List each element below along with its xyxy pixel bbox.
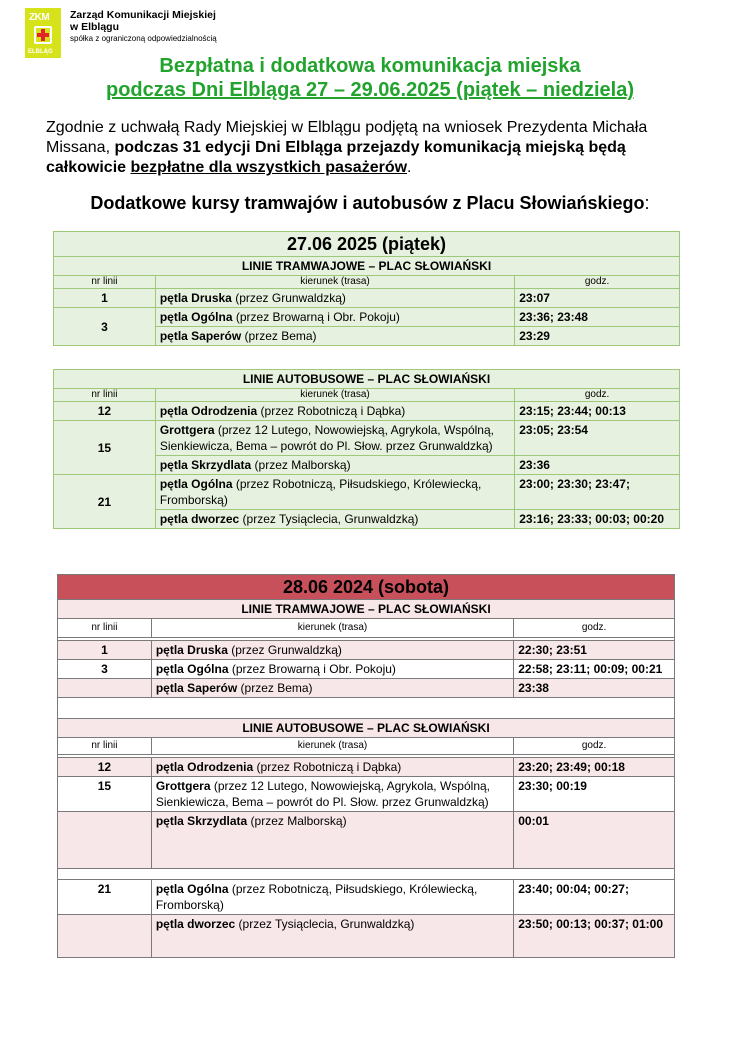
section-heading-text: Dodatkowe kursy tramwajów i autobusów z Placu Słowiańskiego (90, 193, 645, 213)
departure-times: 23:00; 23:30; 23:47; (515, 475, 680, 510)
departure-times: 23:05; 23:54 (515, 421, 680, 456)
destination: Grottgera (155, 779, 211, 793)
section-heading (0, 193, 740, 214)
line-number: 1 (54, 289, 156, 308)
route: (przez Robotniczą, Piłsudskiego, Królewiecką, Fromborską) (155, 882, 478, 912)
table-row (58, 660, 675, 679)
destination: pętla Ogólna (155, 662, 229, 676)
destination: pętla Druska (159, 291, 232, 305)
org-name (70, 9, 217, 45)
departure-times: 22:30; 23:51 (514, 641, 675, 660)
cross-icon (34, 26, 52, 44)
table-row (58, 880, 675, 915)
departure-times: 23:16; 23:33; 00:03; 00:20 (515, 510, 680, 529)
route: (przez Bema) (237, 681, 313, 695)
col-route: kierunek (trasa) (151, 619, 513, 638)
intro-end: . (407, 159, 412, 176)
col-route: kierunek (trasa) (155, 276, 514, 289)
departure-times: 23:36 (515, 456, 680, 475)
route: (przez 12 Lutego, Nowowiejską, Agrykola, Wspólną, Sienkiewicza, Bema – powrót do Pl. Słow. przez Grunwaldzką) (159, 423, 494, 453)
destination: pętla dworzec (159, 512, 240, 526)
line-number: 21 (58, 880, 152, 915)
table-row (58, 777, 675, 812)
intro-free: bezpłatne dla wszystkich pasażerów (130, 159, 408, 176)
destination: Grottgera (159, 423, 215, 437)
route: (przez Robotniczą i Dąbka) (257, 404, 406, 418)
destination: pętla Ogólna (159, 310, 233, 324)
day2-table (57, 574, 675, 958)
line-number: 21 (54, 475, 156, 529)
day2-tram-heading: LINIE TRAMWAJOWE – PLAC SŁOWIAŃSKI (58, 600, 675, 619)
org-name-line3: spółka z ograniczoną odpowiedzialnością (70, 34, 217, 43)
col-line: nr linii (58, 738, 152, 755)
column-header-row (54, 276, 680, 289)
route: (przez Malborską) (251, 458, 351, 472)
destination: pętla Saperów (159, 329, 242, 343)
departure-times: 23:29 (515, 327, 680, 346)
title-line2: podczas Dni Elbląga 27 – 29.06.2025 (piątek – niedziela) (105, 79, 634, 101)
table-row (54, 402, 680, 421)
departure-times: 23:40; 00:04; 00:27; (514, 880, 675, 915)
col-time: godz. (515, 276, 680, 289)
route: (przez Tysiąclecia, Grunwaldzką) (239, 512, 419, 526)
day1-bus-heading: LINIE AUTOBUSOWE – PLAC SŁOWIAŃSKI (54, 370, 680, 389)
day2-title: 28.06 2024 (sobota) (58, 575, 675, 600)
route: (przez Malborską) (247, 814, 347, 828)
table-row (58, 812, 675, 869)
route: (przez Browarną i Obr. Pokoju) (228, 662, 396, 676)
intro-bold: podczas 31 edycji Dni Elbląga przejazdy komunikacją miejską będą całkowicie (46, 139, 626, 176)
line-number: 1 (58, 641, 152, 660)
table-row (54, 289, 680, 308)
line-number: 12 (54, 402, 156, 421)
departure-times: 22:58; 23:11; 00:09; 00:21 (514, 660, 675, 679)
route: (przez Grunwaldzką) (227, 643, 342, 657)
section-heading-colon: : (644, 193, 650, 213)
line-number (58, 812, 152, 869)
org-name-line1: Zarząd Komunikacji Miejskiej (70, 9, 216, 21)
intro-paragraph (46, 118, 706, 178)
col-line: nr linii (58, 619, 152, 638)
intro-text: Zgodnie z uchwałą Rady Miejskiej w Elblągu podjętą na wniosek Prezydenta Michała Missana, (46, 119, 648, 156)
column-header-row (54, 389, 680, 402)
route: (przez Bema) (241, 329, 317, 343)
day1-bus-table (53, 369, 680, 529)
destination: pętla Odrodzenia (159, 404, 258, 418)
route: (przez Browarną i Obr. Pokoju) (232, 310, 400, 324)
destination: pętla Odrodzenia (155, 760, 254, 774)
col-time: godz. (515, 389, 680, 402)
destination: pętla Ogólna (155, 882, 229, 896)
table-row (58, 758, 675, 777)
route: (przez Robotniczą, Piłsudskiego, Królewiecką, Fromborską) (159, 477, 482, 507)
line-number: 3 (54, 308, 156, 346)
day1-tram-heading: LINIE TRAMWAJOWE – PLAC SŁOWIAŃSKI (54, 257, 680, 276)
table-row (54, 308, 680, 327)
line-number: 12 (58, 758, 152, 777)
departure-times: 23:38 (514, 679, 675, 698)
column-header-row (58, 738, 675, 755)
day1-title: 27.06 2025 (piątek) (54, 232, 680, 257)
col-line: nr linii (54, 389, 156, 402)
departure-times: 00:01 (514, 812, 675, 869)
departure-times: 23:15; 23:44; 00:13 (515, 402, 680, 421)
col-route: kierunek (trasa) (155, 389, 514, 402)
destination: pętla Druska (155, 643, 228, 657)
table-row (58, 915, 675, 958)
logo-city: ELBLĄG (28, 49, 53, 55)
line-number: 15 (58, 777, 152, 812)
line-number (58, 679, 152, 698)
departure-times: 23:20; 23:49; 00:18 (514, 758, 675, 777)
departure-times: 23:36; 23:48 (515, 308, 680, 327)
line-number (58, 915, 152, 958)
line-number: 3 (58, 660, 152, 679)
col-time: godz. (514, 619, 675, 638)
col-line: nr linii (54, 276, 156, 289)
day2-bus-heading: LINIE AUTOBUSOWE – PLAC SŁOWIAŃSKI (58, 719, 675, 738)
route: (przez Tysiąclecia, Grunwaldzką) (235, 917, 415, 931)
org-name-line2: w Elblągu (70, 21, 120, 33)
destination: pętla dworzec (155, 917, 236, 931)
destination: pętla Skrzydlata (159, 458, 252, 472)
col-route: kierunek (trasa) (151, 738, 513, 755)
departure-times: 23:50; 00:13; 00:37; 01:00 (514, 915, 675, 958)
page-title (0, 54, 740, 102)
route: (przez Grunwaldzką) (231, 291, 346, 305)
zkm-logo (25, 8, 61, 58)
col-time: godz. (514, 738, 675, 755)
destination: pętla Skrzydlata (155, 814, 248, 828)
logo-text: ZKM (29, 12, 50, 23)
destination: pętla Ogólna (159, 477, 233, 491)
day1-tram-table (53, 231, 680, 346)
table-row (58, 679, 675, 698)
table-row (58, 641, 675, 660)
departure-times: 23:30; 00:19 (514, 777, 675, 812)
table-row (54, 421, 680, 456)
destination: pętla Saperów (155, 681, 238, 695)
title-line1: Bezpłatna i dodatkowa komunikacja miejska (159, 55, 581, 77)
table-row (54, 475, 680, 510)
column-header-row (58, 619, 675, 638)
route: (przez Robotniczą i Dąbka) (253, 760, 402, 774)
route: (przez 12 Lutego, Nowowiejską, Agrykola, Wspólną, Sienkiewicza, Bema – powrót do Pl. Słow. przez Grunwaldzką) (155, 779, 490, 809)
line-number: 15 (54, 421, 156, 475)
departure-times: 23:07 (515, 289, 680, 308)
